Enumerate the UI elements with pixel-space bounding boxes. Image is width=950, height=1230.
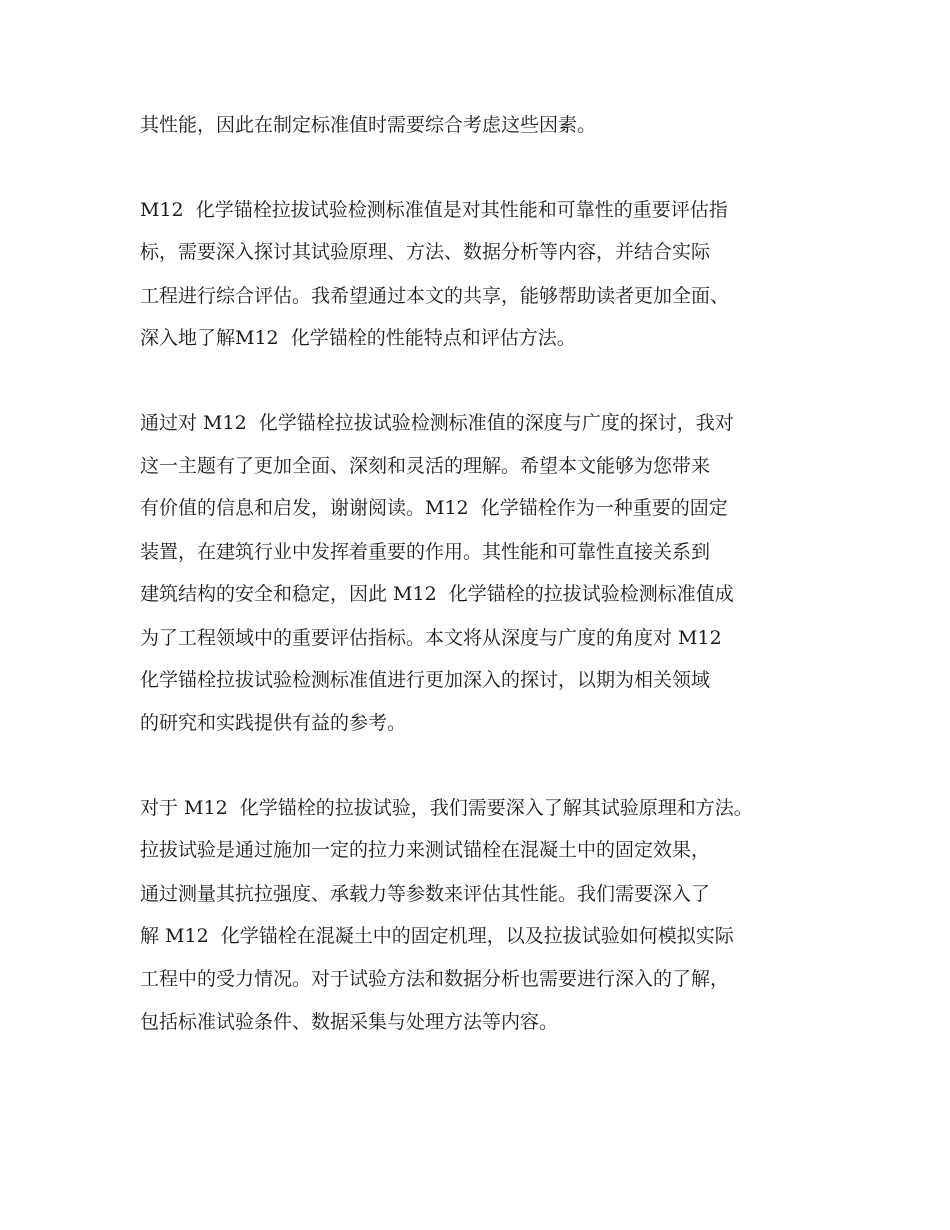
text-line: 化学锚栓拉拔试验检测标准值进行更加深入的探讨，以期为相关领域 (140, 669, 711, 691)
text-line: 标，需要深入探讨其试验原理、方法、数据分析等内容，并结合实际 (140, 241, 711, 263)
text-line: 建筑结构的安全和稳定，因此 M12 化学锚栓的拉拔试验检测标准值成 (140, 583, 734, 605)
text-line: 其性能，因此在制定标准值时需要综合考虑这些因素。 (140, 114, 597, 136)
text-line: 有价值的信息和启发，谢谢阅读。M12 化学锚栓作为一种重要的固定 (140, 497, 728, 519)
text-line: 通过测量其抗拉强度、承载力等参数来评估其性能。我们需要深入了 (140, 883, 711, 905)
text-line: 包括标准试验条件、数据采集与处理方法等内容。 (140, 1011, 559, 1033)
text-line: 深入地了解M12 化学锚栓的性能特点和评估方法。 (140, 327, 576, 349)
text-line: 工程进行综合评估。我希望通过本文的共享，能够帮助读者更加全面、 (140, 285, 730, 307)
text-line: 对于 M12 化学锚栓的拉拔试验，我们需要深入了解其试验原理和方法。 (140, 797, 753, 819)
text-line: 这一主题有了更加全面、深刻和灵活的理解。希望本文能够为您带来 (140, 455, 711, 477)
text-line: 通过对 M12 化学锚栓拉拔试验检测标准值的深度与广度的探讨，我对 (140, 412, 734, 434)
text-line: 工程中的受力情况。对于试验方法和数据分析也需要进行深入的了解， (140, 968, 730, 990)
text-line: 为了工程领域中的重要评估指标。本文将从深度与广度的角度对 M12 (140, 627, 722, 649)
text-line: 装置，在建筑行业中发挥着重要的作用。其性能和可靠性直接关系到 (140, 541, 711, 563)
text-line: 的研究和实践提供有益的参考。 (140, 712, 407, 734)
text-line: 拉拔试验是通过施加一定的拉力来测试锚栓在混凝土中的固定效果， (140, 839, 711, 861)
text-line: 解 M12 化学锚栓在混凝土中的固定机理，以及拉拔试验如何模拟实际 (140, 925, 734, 947)
text-line: M12 化学锚栓拉拔试验检测标准值是对其性能和可靠性的重要评估指 (140, 199, 728, 221)
